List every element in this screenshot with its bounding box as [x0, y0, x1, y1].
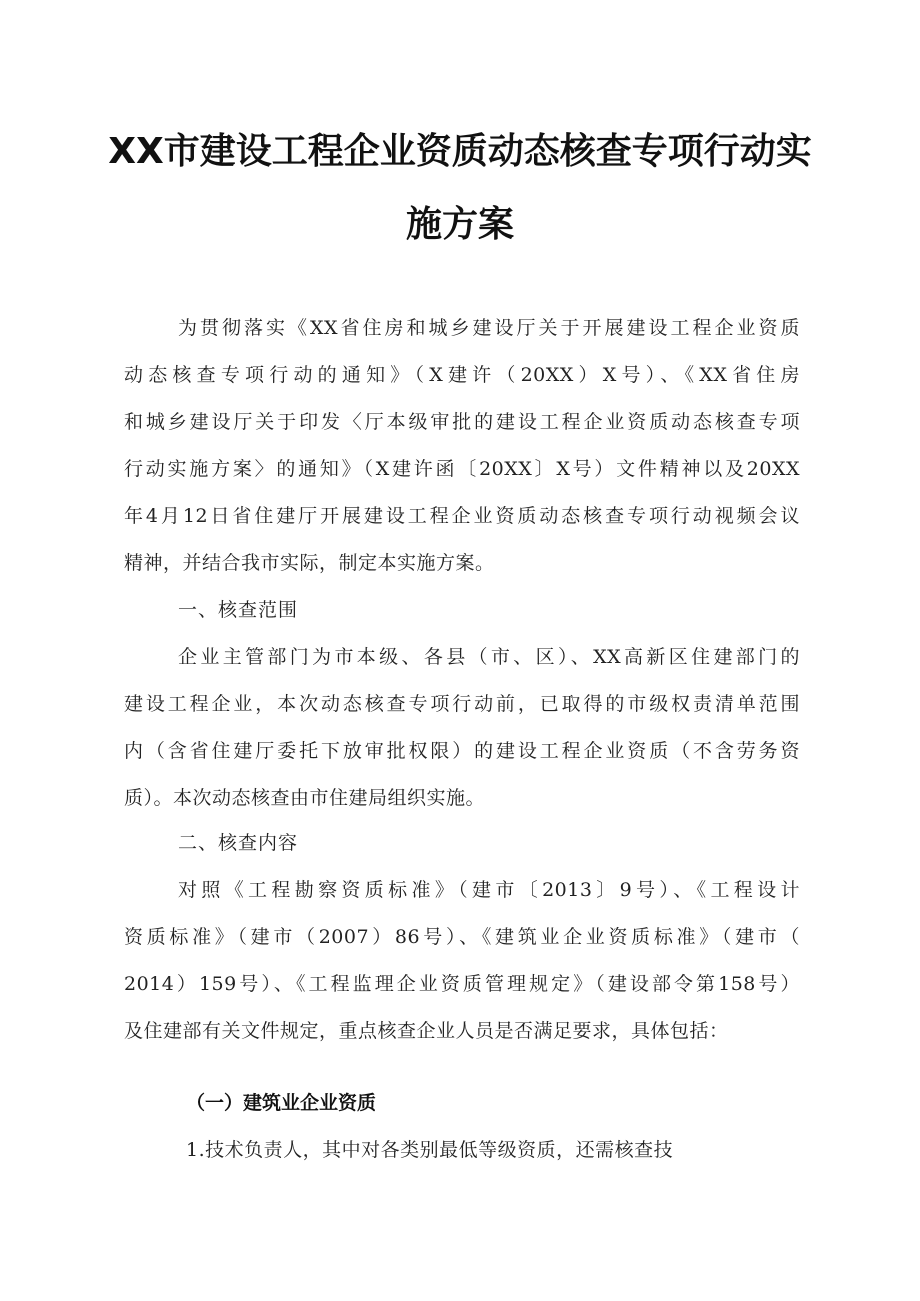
document-title-line-2: 施方案: [405, 204, 514, 245]
content-line: 2014）159号）、《工程监理企业资质管理规定》（建设部令第158号）: [124, 973, 800, 995]
intro-line: 和城乡建设厅关于印发〈厅本级审批的建设工程企业资质动态核查专项: [124, 411, 800, 433]
scope-line: 质）。本次动态核查由市住建局组织实施。: [124, 787, 486, 809]
intro-line: 年4月12日省住建厅开展建设工程企业资质动态核查专项行动视频会议: [124, 505, 800, 527]
scope-line: 建设工程企业，本次动态核查专项行动前，已取得的市级权责清单范围: [124, 693, 800, 715]
section-heading-content: 二、核查内容: [178, 832, 299, 854]
content-line: 对照《工程勘察资质标准》（建市〔2013〕9号）、《工程设计: [178, 879, 800, 901]
intro-line: 为贯彻落实《XX省住房和城乡建设厅关于开展建设工程企业资质: [178, 317, 800, 339]
intro-line: 精神，并结合我市实际，制定本实施方案。: [124, 552, 495, 574]
content-line: 资质标准》（建市（2007）86号）、《建筑业企业资质标准》（建市（: [124, 926, 800, 948]
scope-line: 企业主管部门为市本级、各县（市、区）、XX高新区住建部门的: [178, 646, 800, 668]
subsection-heading-construction: （一）建筑业企业资质: [186, 1092, 377, 1114]
list-item: 1.技术负责人，其中对各类别最低等级资质，还需核查技: [186, 1139, 674, 1161]
document-title-line-1: XX市建设工程企业资质动态核查专项行动实: [108, 131, 812, 172]
content-line: 及住建部有关文件规定，重点核查企业人员是否满足要求，具体包括：: [124, 1020, 729, 1042]
intro-line: 行动实施方案〉的通知》（X建许函〔20XX〕X号）文件精神以及20XX: [124, 458, 800, 480]
scope-line: 内（含省住建厅委托下放审批权限）的建设工程企业资质（不含劳务资: [124, 740, 800, 762]
intro-line: 动态核查专项行动的通知》（X建许（20XX）X号）、《XX省住房: [124, 364, 800, 386]
section-heading-scope: 一、核查范围: [178, 599, 299, 621]
